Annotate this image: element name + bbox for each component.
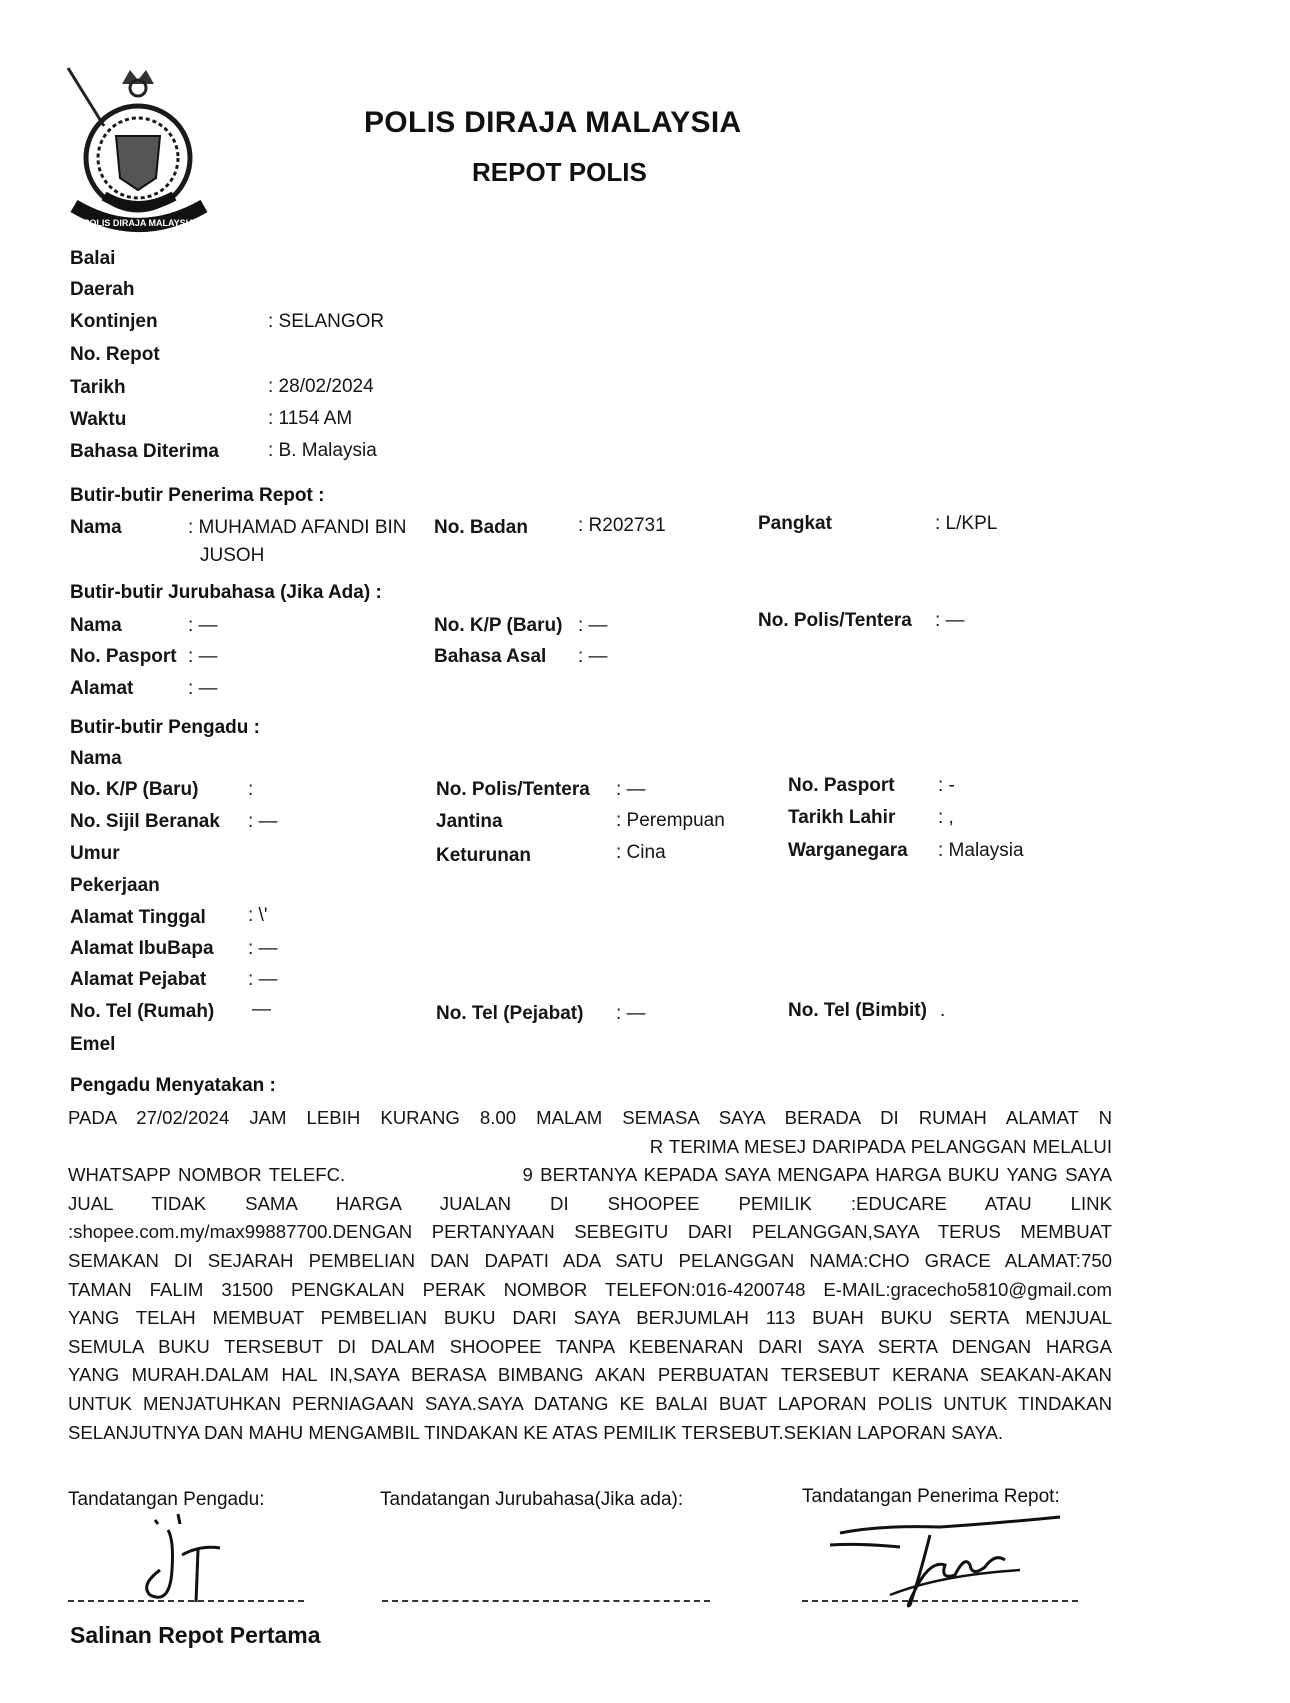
pengadu-warga-value: : Malaysia bbox=[938, 840, 1024, 861]
pengadu-sijil-value: : — bbox=[248, 811, 278, 832]
pengadu-pejabat-label: Alamat Pejabat bbox=[70, 969, 207, 990]
pengadu-keturunan-value: : Cina bbox=[616, 842, 666, 863]
jurubahasa-pasport-label: No. Pasport bbox=[70, 646, 177, 667]
pengadu-warga-label: Warganegara bbox=[788, 840, 908, 861]
jurubahasa-polis-label: No. Polis/Tentera bbox=[758, 610, 912, 631]
jurubahasa-section: Butir-butir Jurubahasa (Jika Ada) : bbox=[70, 582, 382, 603]
kontinjen-label: Kontinjen bbox=[70, 311, 158, 332]
no-repot-label: No. Repot bbox=[70, 344, 160, 365]
penerima-pangkat-value: : L/KPL bbox=[935, 513, 998, 534]
pengadu-section: Butir-butir Pengadu : bbox=[70, 717, 260, 738]
signature-jurubahasa-label: Tandatangan Jurubahasa(Jika ada): bbox=[380, 1489, 684, 1510]
statement-line: SEMAKAN DI SEJARAH PEMBELIAN DAN DAPATI ADA SATU PELANGGAN NAMA:CHO GRACE ALAMAT:750 bbox=[68, 1249, 1112, 1271]
pengadu-tel-bimbit-label: No. Tel (Bimbit) bbox=[788, 1000, 927, 1021]
pengadu-kp-value: : bbox=[248, 779, 254, 800]
pengadu-tel-bimbit-value: . bbox=[940, 1000, 946, 1021]
pengadu-kp-label: No. K/P (Baru) bbox=[70, 779, 199, 800]
signature-penerima-mark bbox=[820, 1505, 1080, 1615]
pengadu-lahir-label: Tarikh Lahir bbox=[788, 807, 896, 828]
pengadu-lahir-value: : , bbox=[938, 807, 954, 828]
pengadu-umur-label: Umur bbox=[70, 843, 120, 864]
page-subtitle: REPOT POLIS bbox=[472, 157, 647, 187]
jurubahasa-alamat-value: : — bbox=[188, 678, 218, 699]
footer-copy-label: Salinan Repot Pertama bbox=[70, 1622, 321, 1648]
jurubahasa-polis-value: : — bbox=[935, 610, 965, 631]
statement-line: YANG TELAH MEMBUAT PEMBELIAN BUKU DARI SAYA BERJUMLAH 113 BUAH BUKU SERTA MENJUAL bbox=[68, 1307, 1112, 1329]
statement-line: R TERIMA MESEJ DARIPADA PELANGGAN MELALUI bbox=[68, 1135, 1112, 1157]
statement-line: YANG MURAH.DALAM HAL IN,SAYA BERASA BIMBANG AKAN PERBUATAN TERSEBUT KERANA SEAKAN-AKAN bbox=[68, 1364, 1112, 1386]
pengadu-polis-label: No. Polis/Tentera bbox=[436, 779, 590, 800]
pengadu-pekerjaan-label: Pekerjaan bbox=[70, 875, 160, 896]
signature-penerima-label: Tandatangan Penerima Repot: bbox=[802, 1486, 1060, 1507]
pengadu-pasport-label: No. Pasport bbox=[788, 775, 895, 796]
bahasa-label: Bahasa Diterima bbox=[70, 441, 219, 462]
statement-line: UNTUK MENJATUHKAN PERNIAGAAN SAYA.SAYA DATANG KE BALAI BUAT LAPORAN POLIS UNTUK TINDAKAN bbox=[68, 1392, 1112, 1414]
bahasa-value: : B. Malaysia bbox=[268, 440, 377, 461]
pengadu-tel-pejabat-label: No. Tel (Pejabat) bbox=[436, 1003, 584, 1024]
jurubahasa-nama-value: : — bbox=[188, 615, 218, 636]
statement-line: JUAL TIDAK SAMA HARGA JUALAN DI SHOOPEE PEMILIK :EDUCARE ATAU LINK bbox=[68, 1192, 1112, 1214]
waktu-value: : 1154 AM bbox=[268, 408, 353, 429]
daerah-label: Daerah bbox=[70, 279, 135, 300]
signature-pengadu-line bbox=[68, 1600, 304, 1602]
balai-label: Balai bbox=[70, 248, 116, 269]
penerima-section: Butir-butir Penerima Repot : bbox=[70, 485, 325, 506]
pengadu-polis-value: : — bbox=[616, 779, 646, 800]
statement-body bbox=[68, 1104, 1112, 1447]
tarikh-value: : 28/02/2024 bbox=[268, 376, 374, 397]
statement-line: PADA 27/02/2024 JAM LEBIH KURANG 8.00 MALAM SEMASA SAYA BERADA DI RUMAH ALAMAT N bbox=[68, 1107, 1112, 1128]
waktu-label: Waktu bbox=[70, 409, 127, 430]
pengadu-keturunan-label: Keturunan bbox=[436, 845, 531, 863]
pengadu-ibubapa-value: : — bbox=[248, 938, 278, 959]
jurubahasa-bahasa-value: : — bbox=[578, 646, 608, 667]
pengadu-ibubapa-label: Alamat IbuBapa bbox=[70, 938, 214, 959]
signature-pengadu-mark bbox=[130, 1510, 240, 1610]
pengadu-nama-label: Nama bbox=[70, 748, 122, 769]
statement-line: WHATSAPP NOMBOR TELEFC. 9 BERTANYA KEPADA SAYA MENGAPA HARGA BUKU YANG SAYA bbox=[68, 1164, 1112, 1186]
page-title: POLIS DIRAJA MALAYSIA bbox=[364, 106, 742, 139]
penerima-pangkat-label: Pangkat bbox=[758, 513, 832, 534]
pengadu-tinggal-value: : \' bbox=[248, 905, 268, 926]
statement-line: TAMAN FALIM 31500 PENGKALAN PERAK NOMBOR TELEFON:016-4200748 E-MAIL:gracecho5810@gmail.com bbox=[68, 1278, 1112, 1300]
pengadu-tel-rumah-value: — bbox=[252, 999, 271, 1020]
pengadu-pasport-value: : - bbox=[938, 775, 955, 796]
penerima-nama-value-2: JUSOH bbox=[200, 545, 265, 566]
penerima-nama-value: : MUHAMAD AFANDI BIN bbox=[188, 517, 407, 538]
tarikh-label: Tarikh bbox=[70, 377, 126, 398]
statement-line: SEMULA BUKU TERSEBUT DI DALAM SHOOPEE TANPA KEBENARAN DARI SAYA SERTA DENGAN HARGA bbox=[68, 1335, 1112, 1357]
pengadu-tel-rumah-label: No. Tel (Rumah) bbox=[70, 1001, 215, 1022]
pengadu-sijil-label: No. Sijil Beranak bbox=[70, 811, 220, 832]
pengadu-tinggal-label: Alamat Tinggal bbox=[70, 907, 206, 928]
svg-text:POLIS DIRAJA MALAYSIA: POLIS DIRAJA MALAYSIA bbox=[83, 218, 195, 228]
pengadu-emel-label: Emel bbox=[70, 1034, 116, 1055]
pengadu-tel-pejabat-value: : — bbox=[616, 1003, 646, 1024]
penerima-badan-value: : R202731 bbox=[578, 515, 666, 536]
jurubahasa-kp-value: : — bbox=[578, 615, 608, 636]
jurubahasa-bahasa-label: Bahasa Asal bbox=[434, 646, 547, 667]
signature-jurubahasa-line bbox=[382, 1600, 710, 1602]
jurubahasa-pasport-value: : — bbox=[188, 646, 218, 667]
jurubahasa-nama-label: Nama bbox=[70, 615, 122, 636]
signature-pengadu-label: Tandatangan Pengadu: bbox=[68, 1489, 265, 1510]
penerima-badan-label: No. Badan bbox=[434, 517, 528, 538]
pengadu-jantina-value: : Perempuan bbox=[616, 810, 725, 831]
statement-label: Pengadu Menyatakan : bbox=[70, 1075, 276, 1096]
pdrm-crest-icon bbox=[64, 66, 214, 236]
signature-penerima-line bbox=[802, 1600, 1078, 1602]
statement-line: SELANJUTNYA DAN MAHU MENGAMBIL TINDAKAN KE ATAS PEMILIK TERSEBUT.SEKIAN LAPORAN SAYA. bbox=[68, 1421, 1004, 1443]
penerima-nama-label: Nama bbox=[70, 517, 122, 538]
pengadu-pejabat-value: : — bbox=[248, 969, 278, 990]
pengadu-jantina-label: Jantina bbox=[436, 811, 503, 832]
jurubahasa-kp-label: No. K/P (Baru) bbox=[434, 615, 563, 636]
kontinjen-value: : SELANGOR bbox=[268, 311, 385, 332]
statement-line: :shopee.com.my/max99887700.DENGAN PERTANYAAN SEBEGITU DARI PELANGGAN,SAYA TERUS MEMBUAT bbox=[68, 1221, 1112, 1243]
jurubahasa-alamat-label: Alamat bbox=[70, 678, 134, 699]
